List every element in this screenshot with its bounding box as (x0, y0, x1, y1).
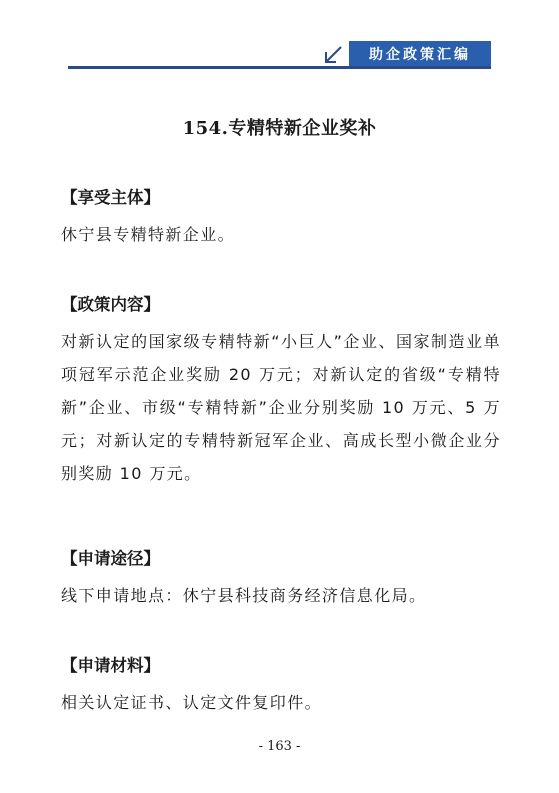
section-body: 线下申请地点：休宁县科技商务经济信息化局。 (61, 586, 427, 605)
page-number: - 163 - (258, 739, 301, 754)
section-heading: 【申请途径】 (61, 549, 160, 568)
page-title: 154.专精特新企业奖补 (182, 118, 377, 139)
section-beneficiary (61, 185, 501, 251)
header-rule (68, 66, 491, 69)
section-policy-content (61, 292, 501, 490)
section-body: 休宁县专精特新企业。 (61, 225, 236, 244)
section-heading: 【享受主体】 (61, 188, 160, 207)
header-banner: 助企政策汇编 (349, 41, 491, 67)
section-body: 相关认定证书、认定文件复印件。 (61, 693, 323, 712)
arrow-down-left-icon (322, 44, 344, 66)
section-application-channel (61, 546, 501, 612)
section-body: 对新认定的国家级专精特新“小巨人”企业、国家制造业单项冠军示范企业奖励 20 万元；对新认定的省级“专精特新”企业、市级“专精特新”企业分别奖励 10 万元、5 万元；对新认定的专精特新冠军企业、高成长型小微企业分别奖励 10 万元。 (61, 332, 501, 483)
section-heading: 【申请材料】 (61, 656, 160, 675)
section-application-materials (61, 653, 501, 719)
section-heading: 【政策内容】 (61, 295, 160, 314)
